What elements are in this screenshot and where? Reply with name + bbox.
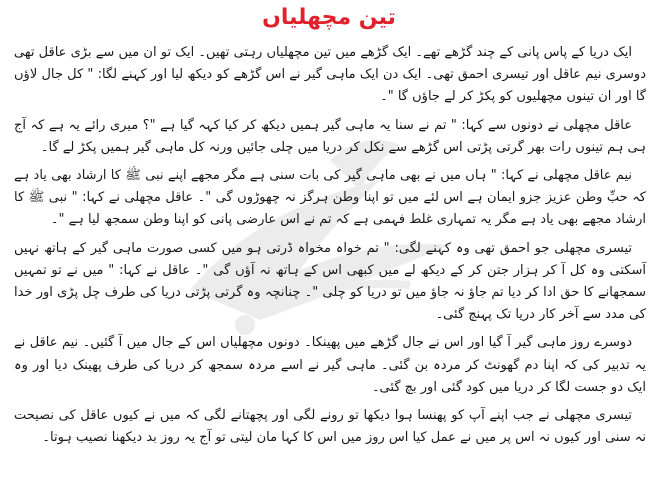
story-paragraph-6: تیسری مچھلی نے جب اپنے آپ کو پھنسا ہوا دیکھا تو رونے لگی اور پچھتانے لگی کہ میں نے کیوں عاقل کی نصیحت نہ سنی اور کیوں نہ اس پر میں نے عمل کیا اس روز میں اس کا کہا مان لیتی تو آج یہ روز بد دیکھنا نصیب ہوتا۔ xyxy=(14,408,646,446)
story-paragraph-2: عاقل مچھلی نے دونوں سے کہا: " تم نے سنا یہ ماہی گیر ہمیں دیکھ کر کیا کہہ گیا ہے "؟ میری رائے یہ ہے کہ آج ہی ہم تینوں رات بھر گرتی پڑتی اس گڑھے سے نکل کر دریا میں چلی جائیں ورنہ کل ماہی گیر ہمیں پکڑ لے گا۔ xyxy=(14,117,646,155)
story-paragraph-1: ایک دریا کے پاس پانی کے چند گڑھے تھے۔ ایک گڑھے میں تین مچھلیاں رہتی تھیں۔ ایک تو ان میں سے بڑی عاقل تھی دوسری نیم عاقل اور تیسری احمق تھی۔ ایک دن ایک ماہی گیر نے اس گڑھے کو دیکھ لیا اور کہنے لگا: " کل جال لاؤں گا اور ان تینوں مچھلیوں کو پکڑ کر لے جاؤں گا "۔ xyxy=(14,45,646,105)
story-paragraph-3: نیم عاقل مچھلی نے کہا: " ہاں میں نے بھی ماہی گیر کی بات سنی ہے مگر مجھے اپنے نبی ﷺ کا ارشاد بھی یاد ہے کہ حبِّ وطن عزیز جزو ایمان ہے اس لئے میں تو اپنا وطن ہرگز نہ چھوڑوں گی "۔ عاقل مچھلی نے کہا: " نبی ﷺ کا ارشاد مجھے بھی یاد ہے مگر یہ تمہاری غلط فہمی ہے کہ تم نے اس عارضی پانی کو اپنا وطن سمجھ لیا ہے "۔ xyxy=(14,168,646,228)
story-paragraph-5: دوسرے روز ماہی گیر آ گیا اور اس نے جال گڑھے میں پھینکا۔ دونوں مچھلیاں اس کے جال میں آ گئیں۔ نیم عاقل نے یہ تدبیر کی کہ اپنا دم گھونٹ کر مردہ بن گئی۔ ماہی گیر نے اسے مردہ سمجھ کر دریا کی طرف پھینک دیا اور وہ ایک دو جست لگا کر دریا میں کود گئی اور بچ گئی۔ xyxy=(14,335,646,395)
page-title: تین مچھلیاں xyxy=(262,5,396,30)
story-body xyxy=(14,42,646,455)
story-paragraph-4: تیسری مچھلی جو احمق تھی وہ کہنے لگی: " تم خواہ مخواہ ڈرتی ہو میں کسی صورت ماہی گیر کے ہاتھ نہیں آسکتی وہ کل آ کر ہزار جتن کر کے دیکھ لے میں کبھی اس کے ہاتھ نہ آؤں گی "۔ عاقل نے کہا: " میں نے تو تمہیں سمجھانے کا حق ادا کر دیا تم جاؤ نہ جاؤ میں تو دریا کو چلی "۔ چنانچہ وہ گرتی پڑتی دریا کی طرف چل پڑی اور خدا کی مدد سے آخر کار دریا تک پہنچ گئی۔ xyxy=(14,240,646,323)
